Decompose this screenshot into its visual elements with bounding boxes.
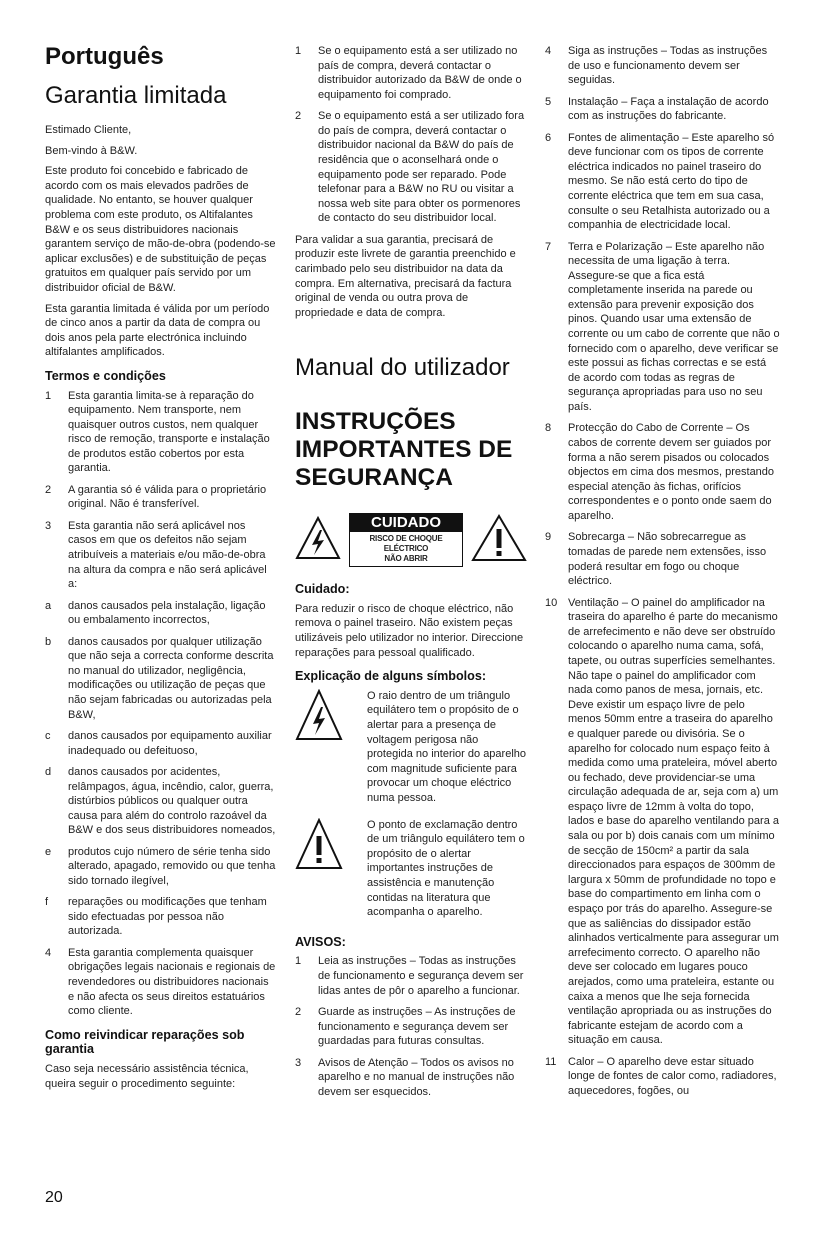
- exclamation-triangle-icon: [295, 857, 343, 874]
- column-safety: [295, 44, 527, 1106]
- greeting: Estimado Cliente,: [45, 124, 132, 136]
- list-item: 3 Esta garantia não será aplicável nos casos em que os defeitos não sejam atribuíveis a materiais e/ou mão-de-obra na altura da compra e não será aplicável a:: [45, 519, 267, 591]
- warnings-heading: AVISOS:: [295, 934, 346, 949]
- badge-text: RISCO DE CHOQUE ELÉCTRICO NÃO ABRIR: [369, 534, 443, 564]
- cuidado-badge: [349, 513, 463, 567]
- manual-title: Manual do utilizador: [295, 354, 510, 382]
- list-item: 10 Ventilação – O painel do amplificador na traseira do aparelho é parte do mecanismo de arrefecimento e não deve ser obstruído colocando o aparelho numa cama, sofá, tapete, ou outras superfícies semelhantes. Não tape o painel do amplificador com nada como panos de mesa, jornais, etc. Deve existir um espaço livre de pelo menos 50mm entre a traseira do aparelho e qualquer parede ou divisória. Se o aparelho for colocado num espaço feito à medida como uma prateleira, móvel aberto ou fechado, deve providenciar-se uma circulação adequada de ar, seja com a) um espaço livre de 12mm à volta do topo, lados e base do aparelho ventilando para a sala ou por b) dois canais com um mínimo de secção de 150cm² a partir da sala direccionados para espaços de 300mm de largura x 50mm de profundidade no topo e base do compartimento em linha com o espaço por trás do aparelho. Assegure-se que as saliências do dissipador estão alinhados verticalmente para assegurar um arrefecimento correcto. O aparelho não deve ser colocado em lugares pouco arejados, como uma prateleira, estante ou caixa a menos que lhe seja fornecida ventilação apropriada ou as instruções do fabricante estejam de acordo com a situação em causa.: [545, 596, 779, 1047]
- safety-title: INSTRUÇÕES IMPORTANTES DE SEGURANÇA: [295, 408, 513, 492]
- list-item: 2 Guarde as instruções – As instruções de funcionamento e segurança devem ser guardadas para futuras consultas.: [295, 1005, 516, 1048]
- terms-heading: Termos e condições: [45, 368, 166, 383]
- list-item: 2 A garantia só é válida para o proprietário original. Não é transferível.: [45, 483, 267, 511]
- exclamation-triangle-icon: [471, 514, 527, 567]
- list-item: c danos causados por equipamento auxiliar inadequado ou defeituoso,: [45, 729, 272, 757]
- page-number: 20: [45, 1189, 63, 1206]
- list-item: 8 Protecção do Cabo de Corrente – Os cabos de corrente devem ser guiados por forma a não serem pisados ou colocados objectos em cima dos mesmos, prestando especial atenção às fichas, orifícios correspondentes e o ponto onde saem do aparelho.: [545, 422, 775, 522]
- list-item: 4 Siga as instruções – Todas as instruções de uso e funcionamento devem ser seguidas.: [545, 45, 768, 87]
- claim-steps-list: [295, 44, 527, 226]
- list-item: d danos causados por acidentes, relâmpagos, água, incêndio, calor, guerra, distúrbios públicos ou qualquer outra causa para além do controlo razoável da B&W e dos seus distribuidores nomeados,: [45, 765, 276, 837]
- list-item: 1 Esta garantia limita-se à reparação do equipamento. Nem transporte, nem quaisquer outros custos, nem qualquer risco de remoção, transporte e instalação de produtos estão cobertos por esta garantia.: [45, 389, 270, 475]
- warning-label: [295, 514, 527, 566]
- symbol-lightning-text: O raio dentro de um triângulo equilátero tem o propósito de o alertar para a presença de voltagem perigosa não protegida no interior do aparelho com magnitude suficiente para provocar um choque eléctrico numa pessoa.: [367, 689, 527, 804]
- validate-paragraph: Para validar a sua garantia, precisará de produzir este livrete de garantia preenchido e carimbado pelo seu distribuidor na data da compra. Em alternativa, precisará da factura original de venda ou outra prova de propriedade e data de compra.: [295, 233, 516, 319]
- warnings-list-continued: [545, 44, 780, 1099]
- list-item: 11 Calor – O aparelho deve estar situado longe de fontes de calor como, radiadores, aquecedores, fogões, ou: [545, 1055, 777, 1097]
- warnings-list: [295, 954, 527, 1099]
- list-item: e produtos cujo número de série tenha sido alterado, apagado, removido ou que tenha sido tornado ilegível,: [45, 845, 276, 887]
- list-item: 1 Se o equipamento está a ser utilizado no país de compra, deverá contactar o distribuidor autorizado da B&W de onde o equipamento foi comprado.: [295, 45, 522, 101]
- caution-text: Para reduzir o risco de choque eléctrico, não remova o painel traseiro. Não existem peças utilizáveis pelo utilizador no interior. Direccione reparações para pessoal qualificado.: [295, 602, 524, 659]
- list-item: 6 Fontes de alimentação – Este aparelho só deve funcionar com os tipos de corrente eléctrica indicados no painel traseiro do mesmo. Se não está certo do tipo de corrente eléctrica que tem em sua casa, consulte o seu Retalhista autorizado ou a companhia de electricidade local.: [545, 131, 775, 232]
- validity-paragraph: Esta garantia limitada é válida por um período de cinco anos a partir da data de compra ou dois anos pela parte electrónica incluindo altifalantes amplificados.: [45, 302, 270, 359]
- welcome: Bem-vindo à B&W.: [45, 144, 138, 157]
- symbol-lightning-row: [295, 689, 527, 812]
- badge-title: CUIDADO: [350, 514, 462, 532]
- intro-paragraph: Este produto foi concebido e fabricado de acordo com os mais elevados padrões de qualidade. No entanto, se houver qualquer problema com este produto, os Altifalantes B&W e os seus distribuidores nacionais garantem serviço de mão-de-obra (podendo-se aplicar exclusões) e de substituição de peças gratuitos em qualquer país servido por um distribuidor oficial de B&W.: [45, 165, 276, 294]
- list-item: 4 Esta garantia complementa quaisquer obrigações legais nacionais e regionais de revendedores ou distribuidores nacionais e não afecta os seus direitos estatuários como cliente.: [45, 946, 276, 1018]
- caution-heading: Cuidado:: [295, 582, 350, 597]
- symbols-heading: Explicação de alguns símbolos:: [295, 669, 487, 684]
- list-item: 5 Instalação – Faça a instalação de acordo com as instruções do fabricante.: [545, 95, 769, 123]
- lightning-triangle-icon: [295, 516, 341, 565]
- terms-list: [45, 389, 277, 1019]
- list-item: 7 Terra e Polarização – Este aparelho não necessita de uma ligação à terra. Assegure-se que a fica está completamente inserida na parede ou extensão para prevenir exposição dos pinos. Quando usar uma extensão de corrente ou um cabo de corrente que não o fornecido com o aparelho, deve verificar se este possui as fichas correctas e se está de acordo com todas as regras de segurança apropriadas para uso no seu país.: [545, 240, 780, 414]
- list-item: 2 Se o equipamento está a ser utilizado fora do país de compra, deverá contactar o distribuidor nacional da B&W do país de residência que o aconselhará onde o equipamento pode ser reparado. Pode telefonar para a B&W no RU ou visitar a nossa web site para obter os pormenores de contacto do seu distribuidor local.: [295, 110, 525, 225]
- list-item: 9 Sobrecarga – Não sobrecarregue as tomadas de parede nem extensões, isso poderá resultar em fogo ou choque eléctrico.: [545, 531, 767, 588]
- list-item: f reparações ou modificações que tenham sido efectuadas por pessoa não autorizada.: [45, 896, 267, 938]
- language-heading: Português: [45, 43, 164, 70]
- column-warnings: [545, 44, 780, 1105]
- claim-text: Caso seja necessário assistência técnica, queira seguir o procedimento seguinte:: [45, 1063, 249, 1090]
- column-warranty: [45, 44, 277, 1097]
- claim-heading: Como reivindicar reparações sob garantia: [45, 1027, 245, 1057]
- warranty-title: Garantia limitada: [45, 82, 227, 109]
- list-item: b danos causados por qualquer utilização que não seja a correcta conforme descrita no manual do utilizador, negligência, modificações ou utilização de peças que não sejam fabricadas ou autorizadas pela B&W,: [45, 635, 274, 721]
- list-item: a danos causados pela instalação, ligação ou embalamento incorrectos,: [45, 599, 266, 627]
- list-item: 1 Leia as instruções – Todas as instruções de funcionamento e segurança devem ser lidas antes de pôr o aparelho a funcionar.: [295, 955, 524, 997]
- symbol-exclamation-text: O ponto de exclamação dentro de um triângulo equilátero tem o propósito de o alertar importantes instruções de assistência e manutenção contidas na literatura que acompanha o aparelho.: [367, 818, 525, 919]
- symbol-exclamation-row: [295, 818, 527, 926]
- list-item: 3 Avisos de Atenção – Todos os avisos no aparelho e no manual de instruções não devem ser esquecidos.: [295, 1056, 515, 1098]
- lightning-triangle-icon: [295, 728, 343, 745]
